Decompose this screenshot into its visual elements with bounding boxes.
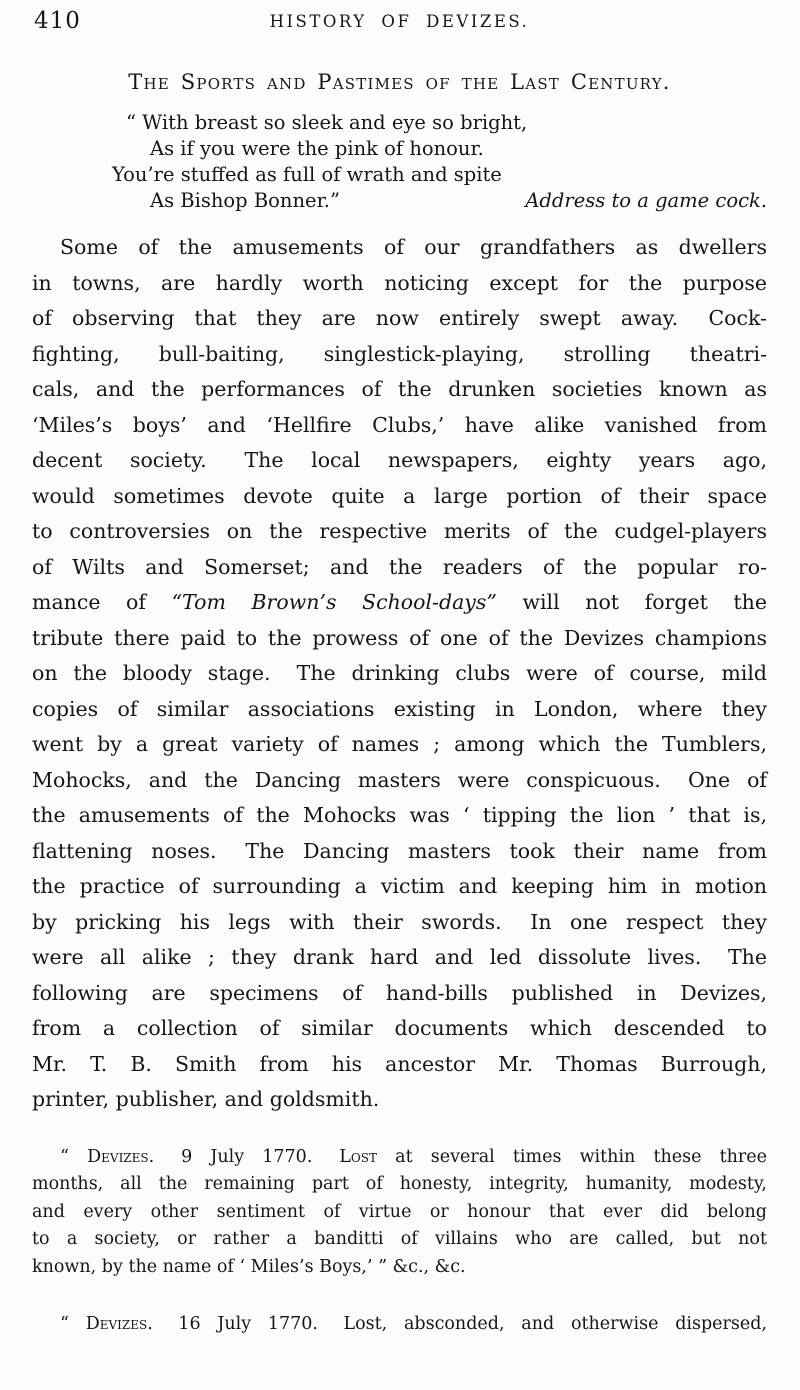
text-segment: would sometimes devote quite a large portion of their space — [32, 483, 767, 508]
text-segment: mance of — [32, 590, 172, 614]
epigraph-verse — [112, 110, 767, 214]
text-line — [32, 621, 767, 657]
text-line — [32, 372, 767, 408]
small-caps-text: Devizes. — [87, 1146, 155, 1167]
text-segment: from a collection of similar documents which descended to — [32, 1016, 767, 1040]
text-line — [32, 905, 767, 941]
italic-text: “Tom Brown’s School-days” — [171, 590, 497, 614]
text-line — [32, 976, 767, 1012]
text-segment: the amusements of the Mohocks was ‘ tipping the lion ’ that is, — [32, 803, 767, 827]
text-line — [112, 162, 767, 188]
text-segment: months, all the remaining part of honesty, integrity, humanity, modesty, — [32, 1174, 767, 1194]
text-line — [32, 869, 767, 905]
text-line — [32, 1082, 767, 1118]
text-segment: “ — [60, 1146, 88, 1167]
text-segment: of Wilts and Somerset; and the readers of the popular ro- — [32, 554, 767, 579]
text-segment: “ With breast so sleek and eye so bright, — [126, 111, 528, 134]
text-segment: “ — [60, 1314, 86, 1334]
text-segment: following are specimens of hand-bills published in Devizes, — [32, 980, 767, 1005]
text-segment: and every other sentiment of virtue or honour that ever did belong — [32, 1201, 767, 1222]
text-line — [32, 1226, 767, 1254]
text-segment: by pricking his legs with their swords. In one respect they — [32, 909, 767, 934]
text-line — [32, 301, 767, 337]
text-line — [32, 727, 767, 763]
text-line — [32, 692, 767, 728]
text-segment: to controversies on the respective merits of the cudgel-players — [32, 519, 767, 543]
text-line — [32, 1011, 767, 1047]
text-segment: to a society, or rather a banditti of villains who are called, but not — [32, 1229, 767, 1249]
text-segment: Mr. T. B. Smith from his ancestor Mr. Thomas Burrough, — [32, 1051, 767, 1076]
text-segment: flattening noses. The Dancing masters took their name from — [32, 838, 767, 863]
text-line — [32, 266, 767, 302]
text-line — [32, 479, 767, 515]
text-line — [32, 337, 767, 373]
text-segment: in towns, are hardly worth noticing except for the purpose — [32, 270, 767, 295]
text-segment: known, by the name of ‘ Miles’s Boys,’ ” &c., &c. — [32, 1256, 466, 1277]
running-head: HISTORY OF DEVIZES. — [269, 12, 530, 31]
small-caps-text: Devizes. — [85, 1314, 153, 1334]
page-header — [32, 8, 767, 40]
text-segment: went by a great variety of names ; among which the Tumblers, — [32, 732, 767, 756]
handbill-notice-1 — [32, 1144, 767, 1282]
text-segment: Mohocks, and the Dancing masters were conspicuous. One of — [32, 767, 767, 792]
section-heading: The Sports and Pastimes of the Last Century. — [128, 70, 671, 94]
body-paragraph — [32, 230, 767, 1118]
text-line — [150, 188, 767, 214]
text-line — [32, 940, 767, 976]
text-line — [32, 230, 767, 266]
text-segment: You’re stuffed as full of wrath and spite — [112, 163, 502, 186]
text-segment: the practice of surrounding a victim and keeping him in motion — [32, 874, 767, 898]
text-line — [32, 1171, 767, 1199]
text-line — [32, 443, 767, 479]
text-segment: will not forget the — [496, 590, 767, 614]
text-segment: copies of similar associations existing in London, where they — [32, 696, 767, 721]
text-segment: at several times within these three — [376, 1146, 768, 1167]
text-line — [32, 1199, 767, 1227]
text-line — [150, 136, 767, 162]
text-segment: on the bloody stage. The drinking clubs were of course, mild — [32, 661, 767, 685]
text-segment: tribute there paid to the prowess of one of the Devizes champions — [32, 625, 767, 650]
text-segment: of observing that they are now entirely swept away. Cock- — [32, 306, 767, 330]
handbill-notice-2 — [32, 1311, 767, 1339]
text-segment: Some of the amusements of our grandfathers as dwellers — [60, 235, 767, 259]
text-line — [32, 656, 767, 692]
text-line — [126, 110, 767, 136]
text-segment: 9 July 1770. — [154, 1146, 340, 1167]
text-line — [32, 1144, 767, 1172]
text-segment: fighting, bull-baiting, singlestick-playing, strolling theatri- — [32, 341, 767, 366]
text-segment: 16 July 1770. Lost, absconded, and otherwise dispersed, — [152, 1314, 768, 1334]
text-segment: decent society. The local newspapers, eighty years ago, — [32, 448, 767, 472]
text-line — [32, 408, 767, 444]
text-segment: As Bishop Bonner.” — [150, 189, 340, 212]
page-number: 410 — [34, 8, 81, 34]
text-line — [32, 585, 767, 621]
text-line — [32, 834, 767, 870]
text-line — [32, 550, 767, 586]
verse-attribution: Address to a game cock. — [525, 189, 767, 212]
text-segment: As if you were the pink of honour. — [150, 137, 484, 160]
text-segment: were all alike ; they drank hard and led dissolute lives. The — [32, 945, 767, 969]
text-line — [32, 1047, 767, 1083]
text-segment: printer, publisher, and goldsmith. — [32, 1087, 380, 1111]
text-line — [32, 763, 767, 799]
text-line — [32, 1254, 767, 1282]
text-line — [32, 1311, 767, 1339]
text-line — [32, 798, 767, 834]
small-caps-text: Lost — [339, 1146, 377, 1167]
text-line — [32, 514, 767, 550]
text-segment: cals, and the performances of the drunken societies known as — [32, 377, 767, 401]
text-segment: ‘Miles’s boys’ and ‘Hellfire Clubs,’ have alike vanished from — [32, 412, 767, 437]
